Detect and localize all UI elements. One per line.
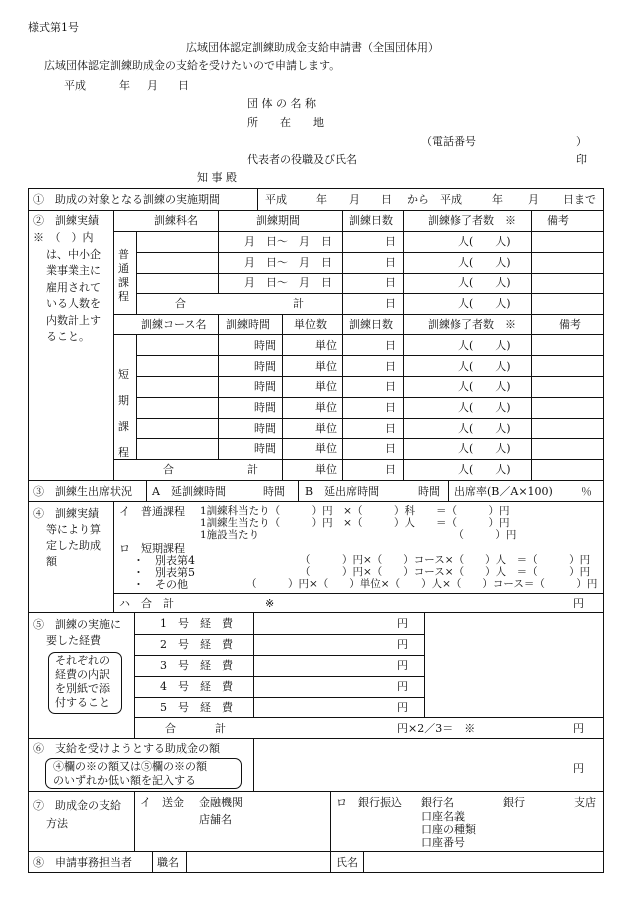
s3-hours-unit: 時間 [263, 485, 285, 498]
s5-total-formula: 円×2／3＝ ※ [397, 722, 476, 735]
s7-label-line: 方法 [46, 817, 68, 830]
short-course-label-char: 程 [118, 446, 129, 459]
s1-year-end: 年 [492, 193, 503, 206]
cell-divider [113, 210, 114, 480]
s1-era-start: 平成 [265, 193, 287, 206]
table-bottom-border [28, 872, 604, 873]
completers-cell: 人( 人) [458, 297, 511, 310]
regular-course-label-char: 普 [118, 248, 129, 261]
regular-total-label: 計 [293, 297, 304, 310]
s7-bank-transfer: ロ 銀行振込 [336, 796, 402, 809]
s2-label: ② 訓練実績 [33, 214, 99, 227]
completers-cell: 人( 人) [458, 463, 511, 476]
row-divider [136, 376, 604, 377]
days-cell: 日 [385, 256, 396, 269]
s5-note [55, 654, 110, 710]
s5-note-line: それぞれの [55, 654, 110, 667]
expense-item: 4 号 経 費 [160, 680, 233, 693]
form-number: 様式第1号 [28, 21, 79, 34]
s7-financial-institution: 金融機関 [199, 796, 243, 809]
short-course-label-char: 短 [118, 368, 129, 381]
s2-note-line: 雇用されて [46, 280, 101, 294]
s4-total-yen: 円 [573, 597, 584, 610]
s2-note-line: 内数計上す [46, 313, 101, 327]
days-cell: 日 [385, 463, 396, 476]
s4-label-line: 定した助成 [46, 539, 101, 552]
hours-cell: 時間 [254, 380, 276, 393]
s5-total-label: 計 [215, 722, 226, 735]
period-cell: 月 日〜 月 日 [244, 235, 332, 248]
completers-cell: 人( 人) [458, 339, 511, 352]
org-name-label: 団 体 の 名 称 [247, 97, 316, 110]
cell-divider [134, 612, 135, 738]
s5-total-yen: 円 [573, 722, 584, 735]
header-remarks: 備考 [559, 318, 581, 331]
row-divider [28, 851, 604, 852]
s7-branch-suffix: 支店 [574, 796, 596, 809]
s1-from: から [407, 193, 429, 206]
s1-month-start: 月 [349, 193, 360, 206]
s4-label [33, 506, 101, 570]
s5-note-line: 経費の内訳 [55, 668, 110, 681]
row-divider [134, 634, 425, 635]
completers-cell: 人( 人) [458, 360, 511, 373]
cell-divider [253, 738, 254, 791]
s2-note-line: は、中小企 [46, 247, 101, 261]
header-completers: 訓練修了者数 ※ [428, 214, 516, 227]
credits-cell: 単位 [315, 401, 337, 414]
row-divider [113, 231, 604, 232]
expense-item: 1 号 経 費 [160, 617, 233, 630]
days-cell: 日 [385, 235, 396, 248]
hours-cell: 時間 [254, 401, 276, 414]
s8-job-title-label: 職名 [157, 856, 179, 869]
s6-yen: 円 [573, 762, 584, 775]
completers-cell: 人( 人) [458, 276, 511, 289]
s3-percent-unit: ％ [581, 485, 592, 498]
row-divider [136, 355, 604, 356]
s5-note-line: を別紙で添 [55, 682, 110, 695]
s7-bank-name: 銀行名 [421, 796, 454, 809]
cell-divider [146, 480, 147, 501]
expense-item: 3 号 経 費 [160, 659, 233, 672]
days-cell: 日 [385, 422, 396, 435]
table-right-border [603, 188, 604, 873]
s3-hours-unit: 時間 [418, 485, 440, 498]
date-month-unit: 月 [147, 79, 158, 92]
days-cell: 日 [385, 360, 396, 373]
short-course-label-char: 期 [118, 394, 129, 407]
row-divider [28, 210, 604, 211]
row-divider [28, 612, 604, 613]
row-divider [113, 459, 604, 460]
s1-era-end: 平成 [440, 193, 462, 206]
s1-day-start: 日 [381, 193, 392, 206]
short-course-label-char: 課 [118, 420, 129, 433]
table-left-border [28, 188, 29, 873]
header-remarks: 備考 [547, 214, 569, 227]
s4-other-formula: （ ）円×（ ）単位×（ ）人×（ ）コース＝（ ）円 [246, 578, 598, 590]
s2-note-line: 業事業主に [46, 264, 101, 277]
header-completers: 訓練修了者数 ※ [428, 318, 516, 331]
row-divider [134, 697, 425, 698]
s7-account-holder: 口座名義 [421, 810, 465, 823]
cell-divider [253, 612, 254, 717]
days-cell: 日 [385, 380, 396, 393]
header-training-days: 訓練日数 [349, 214, 393, 227]
intro-text: 広域団体認定訓練助成金の支給を受けたいので申請します。 [44, 59, 341, 72]
cell-divider [257, 188, 258, 210]
row-divider [136, 418, 604, 419]
credits-cell: 単位 [315, 360, 337, 373]
date-year-unit: 年 [119, 79, 130, 92]
hours-cell: 時間 [254, 339, 276, 352]
s7-label-line: ⑦ 助成金の支給 [33, 799, 121, 812]
days-cell: 日 [385, 339, 396, 352]
row-divider [28, 501, 604, 502]
row-divider [136, 252, 604, 253]
completers-cell: 人( 人) [458, 380, 511, 393]
period-cell: 月 日〜 月 日 [244, 256, 332, 269]
cell-divider [134, 791, 135, 851]
completers-cell: 人( 人) [458, 256, 511, 269]
s5-total-label: 合 [165, 722, 176, 735]
cell-divider [342, 210, 343, 314]
s1-label: ① 助成の対象となる訓練の実施期間 [33, 193, 220, 206]
days-cell: 日 [385, 276, 396, 289]
credits-cell: 単位 [315, 463, 337, 476]
row-divider [134, 717, 604, 718]
s3-total-hours-label: A 延訓練時間 [152, 485, 226, 498]
expense-item: 5 号 経 費 [160, 701, 233, 714]
s3-label: ③ 訓練生出席状況 [33, 485, 132, 498]
s5-note-line: 付すること [55, 696, 110, 709]
s7-bank-suffix: 銀行 [503, 796, 525, 809]
s4-table4-label: ・ 別表第4 [133, 554, 195, 567]
s4-label-line: 額 [46, 555, 57, 568]
phone-close: ） [576, 135, 587, 148]
s4-regular-formula: 1訓練科当たり（ ）円 ×（ ）科 ＝（ ）円 [200, 505, 510, 517]
cell-divider [113, 501, 114, 612]
s1-day-end: 日まで [563, 193, 596, 206]
credits-cell: 単位 [315, 442, 337, 455]
s4-label-line: 等により算 [46, 523, 101, 536]
period-cell: 月 日〜 月 日 [244, 276, 332, 289]
regular-course-label-char: 程 [118, 290, 129, 303]
header-training-hours: 訓練時間 [226, 318, 270, 331]
cell-divider [330, 791, 331, 851]
s3-attended-hours-label: B 延出席時間 [305, 485, 380, 498]
regular-course-label-char: 通 [118, 262, 129, 275]
s4-total-mark: ※ [265, 597, 275, 610]
credits-cell: 単位 [315, 339, 337, 352]
s4-regular-formula: 1訓練生当たり（ ）円 ×（ ）人 ＝（ ）円 [200, 517, 510, 529]
header-course-name: 訓練科名 [154, 214, 198, 227]
hours-cell: 時間 [254, 422, 276, 435]
expense-yen: 円 [397, 659, 408, 672]
row-divider [134, 655, 425, 656]
regular-total-label: 合 [175, 297, 186, 310]
header-course-name: 訓練コース名 [141, 318, 207, 331]
days-cell: 日 [385, 297, 396, 310]
cell-divider [531, 210, 532, 314]
s4-table5-formula: （ ）円×（ ）コース×（ ）人 ＝（ ）円 [300, 566, 591, 578]
address-label: 所 在 地 [247, 116, 324, 129]
s4-regular-formula: 1施設当たり （ ）円 [200, 529, 517, 541]
cell-divider [330, 851, 331, 872]
s6-note-line: ④欄の※の額又は⑤欄の※の額 [53, 760, 207, 773]
representative-label: 代表者の役職及び氏名 [247, 153, 357, 166]
cell-divider [448, 480, 449, 501]
cell-divider [363, 851, 364, 872]
s2-note-line: ※ （ ）内 [33, 231, 94, 244]
header-training-days: 訓練日数 [349, 318, 393, 331]
completers-cell: 人( 人) [458, 235, 511, 248]
credits-cell: 単位 [315, 380, 337, 393]
hours-cell: 時間 [254, 360, 276, 373]
s6-note [53, 760, 207, 788]
phone-label: （電話番号 [421, 135, 476, 148]
s5-label-line: ⑤ 訓練の実施に [33, 618, 121, 631]
s1-year-start: 年 [316, 193, 327, 206]
regular-course-label-char: 課 [118, 276, 129, 289]
row-divider [136, 273, 604, 274]
completers-cell: 人( 人) [458, 401, 511, 414]
short-total-label: 計 [247, 463, 258, 476]
header-training-period: 訓練期間 [256, 214, 300, 227]
s4-table4-formula: （ ）円×（ ）コース×（ ）人 ＝（ ）円 [300, 554, 591, 566]
s1-month-end: 月 [528, 193, 539, 206]
s7-remittance: イ 送金 [140, 796, 184, 809]
row-divider [28, 480, 604, 481]
date-era: 平成 [64, 79, 86, 92]
completers-cell: 人( 人) [458, 442, 511, 455]
expense-item: 2 号 経 費 [160, 638, 233, 651]
expense-yen: 円 [397, 701, 408, 714]
s7-branch-name: 店舗名 [199, 813, 232, 826]
expense-yen: 円 [397, 680, 408, 693]
s2-note-line: いる人数を [46, 297, 101, 310]
s8-label: ⑧ 申請事務担当者 [33, 856, 132, 869]
row-divider [113, 593, 604, 594]
s4-short-course: ロ 短期課程 [119, 542, 185, 555]
header-credits: 単位数 [294, 318, 327, 331]
row-divider [28, 791, 604, 792]
s4-other-label: ・ その他 [133, 578, 188, 591]
cell-divider [186, 851, 187, 872]
s2-note [33, 230, 101, 346]
form-title: 広域団体認定訓練助成金支給申請書（全国団体用） [186, 41, 439, 54]
s7-account-number: 口座番号 [421, 836, 465, 849]
cell-divider [424, 612, 425, 717]
completers-cell: 人( 人) [458, 422, 511, 435]
s4-table5-label: ・ 別表第5 [133, 566, 195, 579]
s4-regular-course: イ 普通課程 [119, 505, 185, 518]
table-top-border [28, 188, 604, 189]
regular-course-label [118, 248, 129, 304]
days-cell: 日 [385, 401, 396, 414]
s3-attendance-rate-label: 出席率(B／A×100) [454, 485, 553, 498]
short-total-label: 合 [163, 463, 174, 476]
s4-total-label: ハ 合 計 [119, 597, 174, 610]
cell-divider [298, 480, 299, 501]
s2-note-line: ること。 [46, 330, 90, 343]
expense-yen: 円 [397, 638, 408, 651]
s7-account-type: 口座の種類 [421, 823, 476, 836]
cell-divider [403, 210, 404, 314]
addressee: 知 事 殿 [197, 171, 237, 184]
hours-cell: 時間 [254, 442, 276, 455]
s8-name-label: 氏名 [336, 856, 358, 869]
row-divider [28, 738, 604, 739]
short-course-label [118, 362, 129, 466]
row-divider [136, 397, 604, 398]
expense-yen: 円 [397, 617, 408, 630]
s6-label: ⑥ 支給を受けようとする助成金の額 [33, 742, 220, 755]
seal-mark: 印 [576, 153, 587, 166]
days-cell: 日 [385, 442, 396, 455]
cell-divider [152, 851, 153, 872]
s6-note-line: のいずれか低い額を記入する [53, 774, 196, 787]
s5-label-line: 要した経費 [46, 634, 101, 647]
row-divider [134, 676, 425, 677]
s4-label-line: ④ 訓練実績 [33, 507, 99, 520]
s5-label [33, 617, 121, 649]
date-day-unit: 日 [178, 79, 189, 92]
row-divider [136, 293, 604, 294]
s7-label [33, 797, 121, 833]
row-divider [136, 438, 604, 439]
credits-cell: 単位 [315, 422, 337, 435]
